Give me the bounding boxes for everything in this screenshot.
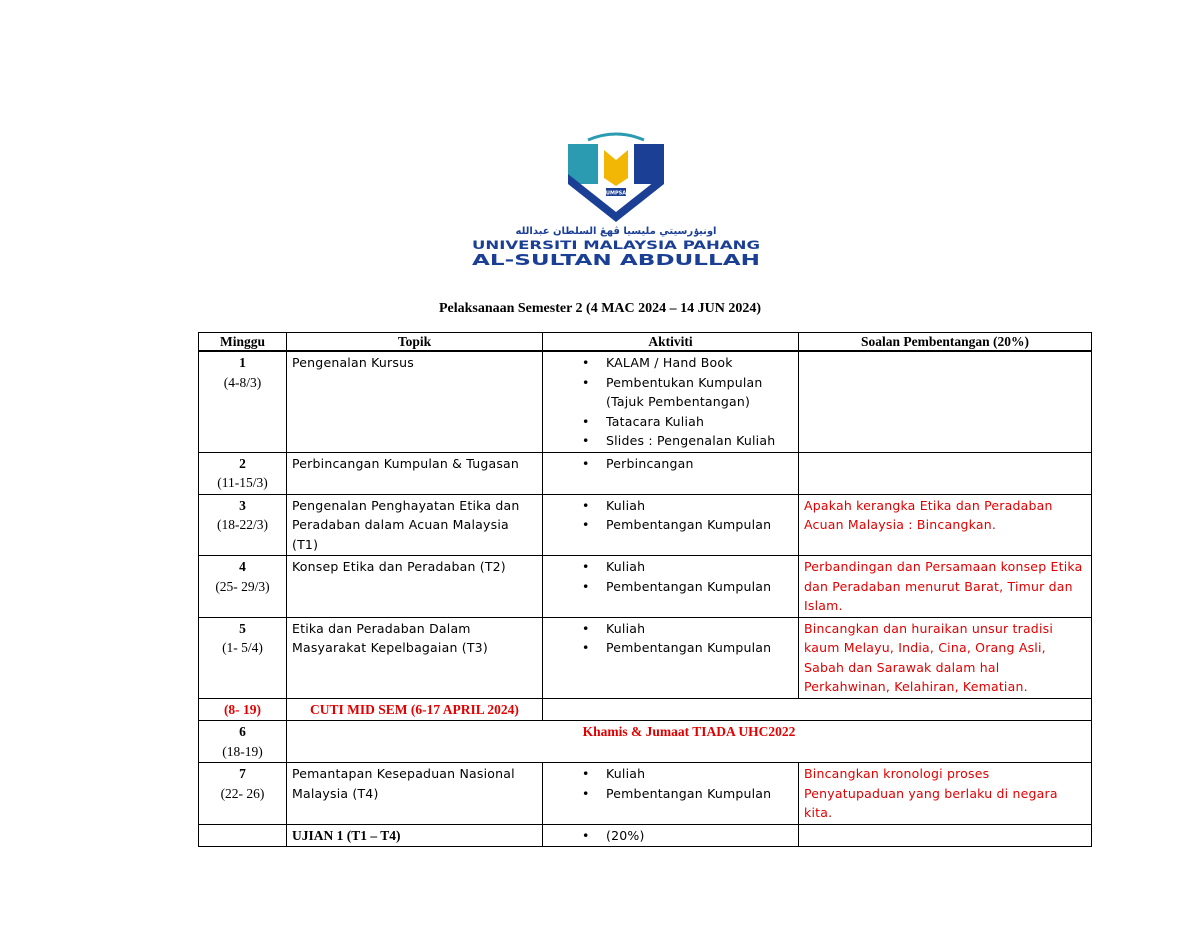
table-row: [199, 617, 1092, 698]
week-cell: 2 (11-15/3): [199, 452, 287, 494]
soalan-cell: Perbandingan dan Persamaan konsep Etika dan Peradaban menurut Barat, Timur dan Islam.: [799, 556, 1092, 618]
topik-cell: Pemantapan Kesepaduan Nasional Malaysia (T4): [287, 763, 543, 825]
col-header-minggu: Minggu: [199, 333, 287, 352]
list-item: • KALAM / Hand Book: [606, 353, 793, 373]
break-empty: [799, 698, 1092, 721]
week-cell: 5 (1- 5/4): [199, 617, 287, 698]
schedule-table: [198, 332, 1092, 847]
col-header-soalan: Soalan Pembentangan (20%): [799, 333, 1092, 352]
row6-note: Khamis & Jumaat TIADA UHC2022: [287, 721, 1092, 763]
aktiviti-cell: [543, 452, 799, 494]
week-cell: 4 (25- 29/3): [199, 556, 287, 618]
ujian-empty: [799, 824, 1092, 847]
week-cell: 7 (22- 26): [199, 763, 287, 825]
ujian-aktiviti: [543, 824, 799, 847]
table-header-row: [199, 333, 1092, 352]
aktiviti-cell: [543, 763, 799, 825]
list-item: • Pembentangan Kumpulan: [606, 515, 793, 535]
ujian-label: UJIAN 1 (T1 – T4): [287, 824, 543, 847]
list-item: • Tatacara Kuliah: [606, 412, 793, 432]
col-header-aktiviti: Aktiviti: [543, 333, 799, 352]
list-item: • Pembentangan Kumpulan: [606, 784, 793, 804]
aktiviti-cell: [543, 494, 799, 556]
topik-cell: Pengenalan Penghayatan Etika dan Peradaban dalam Acuan Malaysia (T1): [287, 494, 543, 556]
ujian-row: [199, 824, 1092, 847]
soalan-cell: Bincangkan kronologi proses Penyatupaduan yang berlaku di negara kita.: [799, 763, 1092, 825]
list-item: • Kuliah: [606, 496, 793, 516]
break-label: CUTI MID SEM (6-17 APRIL 2024): [287, 698, 543, 721]
list-item: • (20%): [606, 826, 793, 846]
soalan-cell: Bincangkan dan huraikan unsur tradisi kaum Melayu, India, Cina, Orang Asli, Sabah dan Sarawak dalam hal Perkahwinan, Kelahiran, Kematian.: [799, 617, 1092, 698]
table-row: [199, 556, 1092, 618]
break-empty: [543, 698, 799, 721]
topik-cell: Konsep Etika dan Peradaban (T2): [287, 556, 543, 618]
topik-cell: Perbincangan Kumpulan & Tugasan: [287, 452, 543, 494]
week-cell: 3 (18-22/3): [199, 494, 287, 556]
logo-line1: UNIVERSITI MALAYSIA PAHANG: [472, 238, 760, 252]
break-row: [199, 698, 1092, 721]
table-row: [199, 494, 1092, 556]
table-row: [199, 452, 1092, 494]
aktiviti-cell: [543, 617, 799, 698]
list-item: • Pembentangan Kumpulan: [606, 638, 793, 658]
list-item: • Kuliah: [606, 764, 793, 784]
table-row: [199, 721, 1092, 763]
topik-cell: Pengenalan Kursus: [287, 351, 543, 452]
soalan-cell: [799, 452, 1092, 494]
col-header-topik: Topik: [287, 333, 543, 352]
break-dates: (8- 19): [199, 698, 287, 721]
logo-shield-text: UMPSA: [605, 190, 627, 197]
list-item: • Pembentukan Kumpulan (Tajuk Pembentangan): [606, 373, 793, 412]
list-item: • Slides : Pengenalan Kuliah: [606, 431, 793, 451]
aktiviti-cell: [543, 351, 799, 452]
ujian-empty: [199, 824, 287, 847]
aktiviti-cell: [543, 556, 799, 618]
logo-line2: AL-SULTAN ABDULLAH: [472, 251, 760, 267]
table-row: [199, 763, 1092, 825]
list-item: • Pembentangan Kumpulan: [606, 577, 793, 597]
page-title: Pelaksanaan Semester 2 (4 MAC 2024 – 14 JUN 2024): [438, 301, 762, 316]
topik-cell: Etika dan Peradaban Dalam Masyarakat Kepelbagaian (T3): [287, 617, 543, 698]
list-item: • Kuliah: [606, 619, 793, 639]
week-cell: 6 (18-19): [199, 721, 287, 763]
soalan-cell: Apakah kerangka Etika dan Peradaban Acuan Malaysia : Bincangkan.: [799, 494, 1092, 556]
table-row: [199, 351, 1092, 452]
university-logo: [468, 132, 764, 267]
week-cell: 1 (4-8/3): [199, 351, 287, 452]
list-item: • Kuliah: [606, 557, 793, 577]
soalan-cell: [799, 351, 1092, 452]
logo-arabic-text: اونيۏرسيتي مليسيا ڤهڠ السلطان عبدالله: [515, 226, 717, 237]
list-item: • Perbincangan: [606, 454, 793, 474]
